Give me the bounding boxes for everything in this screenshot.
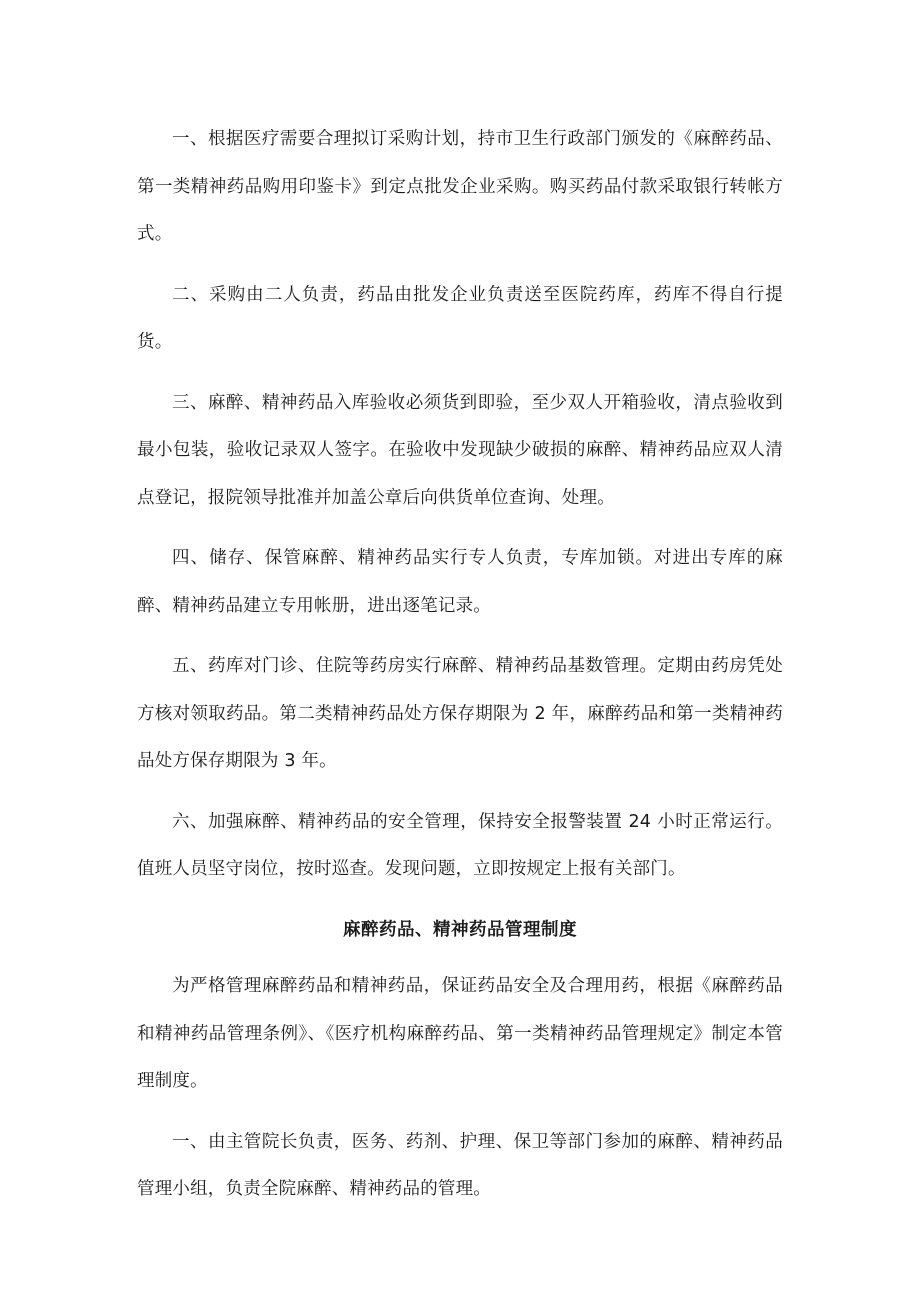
paragraph-procurement-plan: 一、根据医疗需要合理拟订采购计划，持市卫生行政部门颁发的《麻醉药品、第一类精神药品购用印鉴卡》到定点批发企业采购。购买药品付款采取银行转帐方式。 [137,129,783,244]
document-body [137,116,783,1227]
paragraph-intro: 为严格管理麻醉药品和精神药品，保证药品安全及合理用药，根据《麻醉药品和精神药品管理条例》、《医疗机构麻醉药品、第一类精神药品管理规定》制定本管理制度。 [137,976,783,1091]
section-title: 麻醉药品、精神药品管理制度 [343,919,577,940]
paragraph-pharmacy-base-management: 五、药库对门诊、住院等药房实行麻醉、精神药品基数管理。定期由药房凭处方核对领取药品。第二类精神药品处方保存期限为 2 年，麻醉药品和第一类精神药品处方保存期限为 3 年。 [137,656,783,771]
paragraph-receiving-inspection: 三、麻醉、精神药品入库验收必须货到即验，至少双人开箱验收，清点验收到最小包装，验收记录双人签字。在验收中发现缺少破损的麻醉、精神药品应双人清点登记，报院领导批准并加盖公章后向供货单位查询、处理。 [137,392,783,508]
paragraph-security: 六、加强麻醉、精神药品的安全管理，保持安全报警装置 24 小时正常运行。值班人员坚守岗位，按时巡查。发现问题，立即按规定上报有关部门。 [137,811,783,879]
paragraph-management-group: 一、由主管院长负责，医务、药剂、护理、保卫等部门参加的麻醉、精神药品管理小组，负责全院麻醉、精神药品的管理。 [137,1131,783,1199]
paragraph-procurement-staff: 二、采购由二人负责，药品由批发企业负责送至医院药库，药库不得自行提货。 [137,284,783,352]
paragraph-storage: 四、储存、保管麻醉、精神药品实行专人负责，专库加锁。对进出专库的麻醉、精神药品建立专用帐册，进出逐笔记录。 [137,548,783,616]
